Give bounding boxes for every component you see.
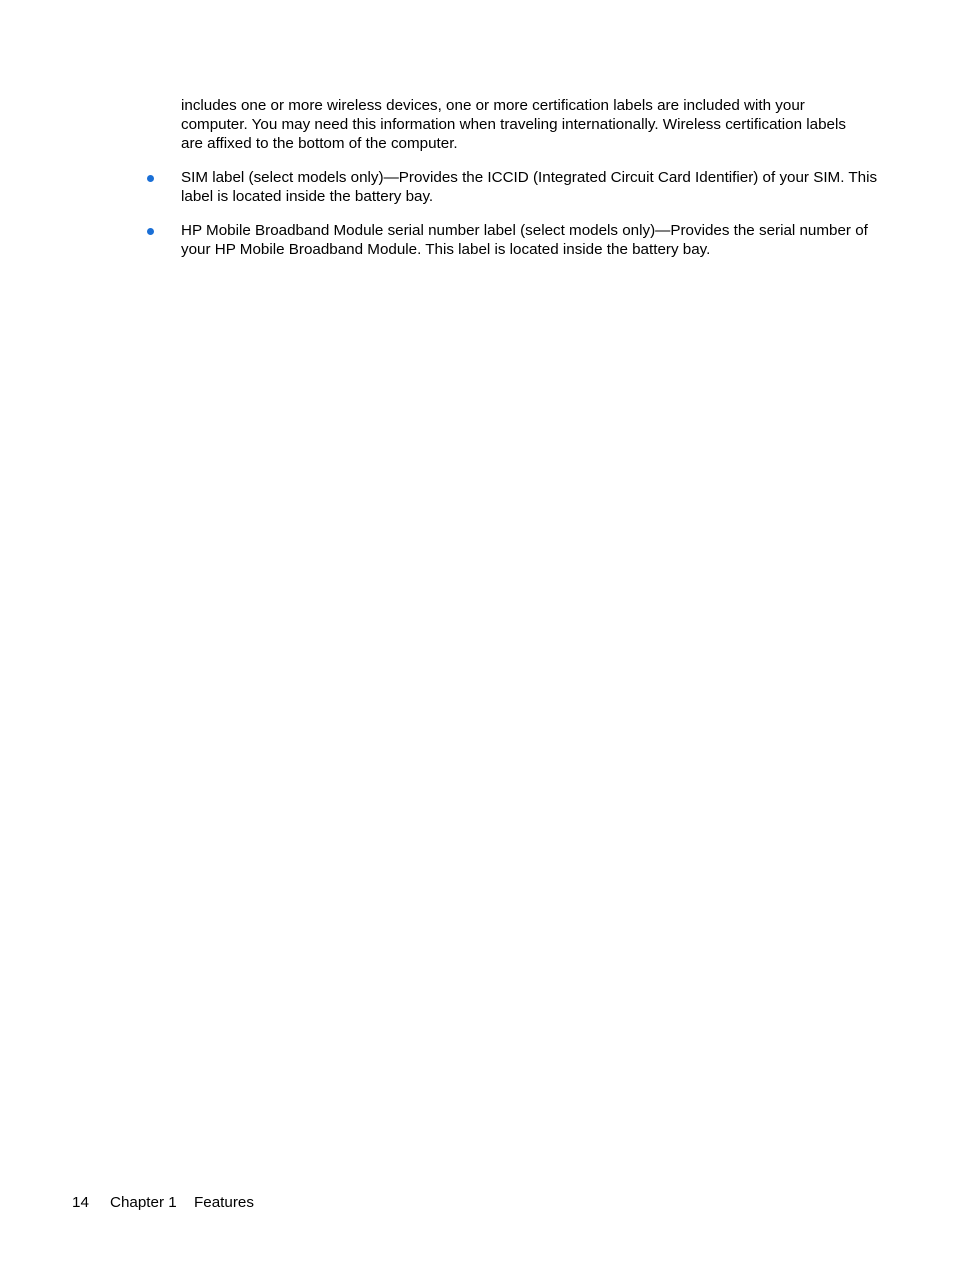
continuation-paragraph: includes one or more wireless devices, one or more certification labels are included with your computer. You may need this information when traveling internationally. Wireless certification labels are affixed to the bottom of the computer. bbox=[181, 97, 846, 152]
page-footer bbox=[72, 1193, 254, 1212]
page-number: 14 bbox=[72, 1194, 89, 1211]
bullet-icon bbox=[147, 228, 154, 235]
list-item-text: HP Mobile Broadband Module serial number label (select models only)—Provides the serial number of your HP Mobile Broadband Module. This label is located inside the battery bay. bbox=[181, 222, 868, 258]
list-item-text: SIM label (select models only)—Provides the ICCID (Integrated Circuit Card Identifier) of your SIM. This label is located inside the battery bay. bbox=[181, 169, 878, 205]
bullet-icon bbox=[147, 175, 154, 182]
footer-chapter: Chapter 1 bbox=[110, 1194, 177, 1211]
footer-title: Features bbox=[194, 1194, 254, 1211]
